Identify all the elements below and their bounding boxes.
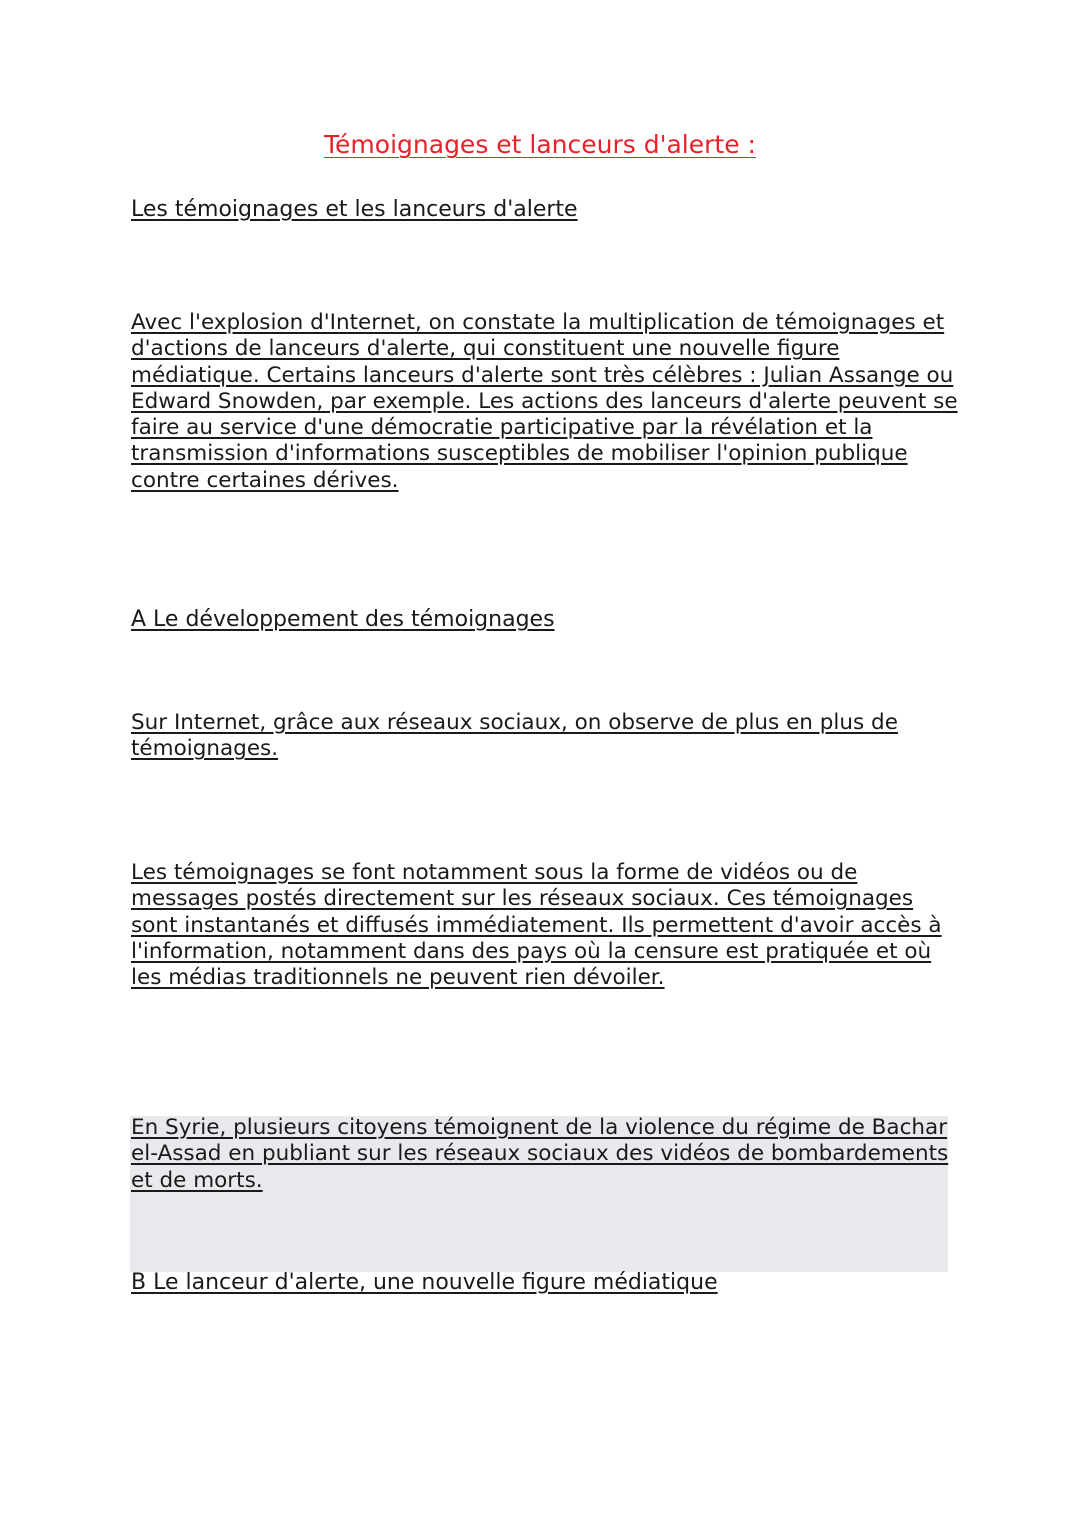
intro-paragraph: Avec l'explosion d'Internet, on constate la multiplication de témoignages et d'actions de lanceurs d'alerte, qui constituent une nouvelle figure médiatique. Certains lanceurs d'alerte sont très célèbres : Julian Assange ou Edward Snowden, par exemple. Les actions des lanceurs d'alerte peuvent se faire au service d'une démocratie participative par la révélation et la transmission d'informations susceptibles de mobiliser l'opinion publique contre certaines dérives.: [131, 310, 958, 493]
section-a-paragraph-3: En Syrie, plusieurs citoyens témoignent de la violence du régime de Bachar el-Assad en publiant sur les réseaux sociaux des vidéos de bombardements et de morts.: [131, 1115, 949, 1193]
section-a-heading: A Le développement des témoignages: [131, 607, 555, 632]
section-a-paragraph-2: Les témoignages se font notamment sous la forme de vidéos ou de messages postés directement sur les réseaux sociaux. Ces témoignages sont instantanés et diffusés immédiatement. Ils permettent d'avoir accès à l'information, notamment dans des pays où la censure est pratiquée et où les médias traditionnels ne peuvent rien dévoiler.: [131, 860, 942, 991]
page-title-text: Témoignages et lanceurs d'alerte :: [324, 130, 756, 159]
subtitle: Les témoignages et les lanceurs d'alerte: [131, 197, 578, 222]
section-b-heading: B Le lanceur d'alerte, une nouvelle figure médiatique: [131, 1270, 718, 1295]
section-a-paragraph-1: Sur Internet, grâce aux réseaux sociaux, on observe de plus en plus de témoignages.: [131, 710, 898, 762]
page-title: [0, 128, 1080, 162]
